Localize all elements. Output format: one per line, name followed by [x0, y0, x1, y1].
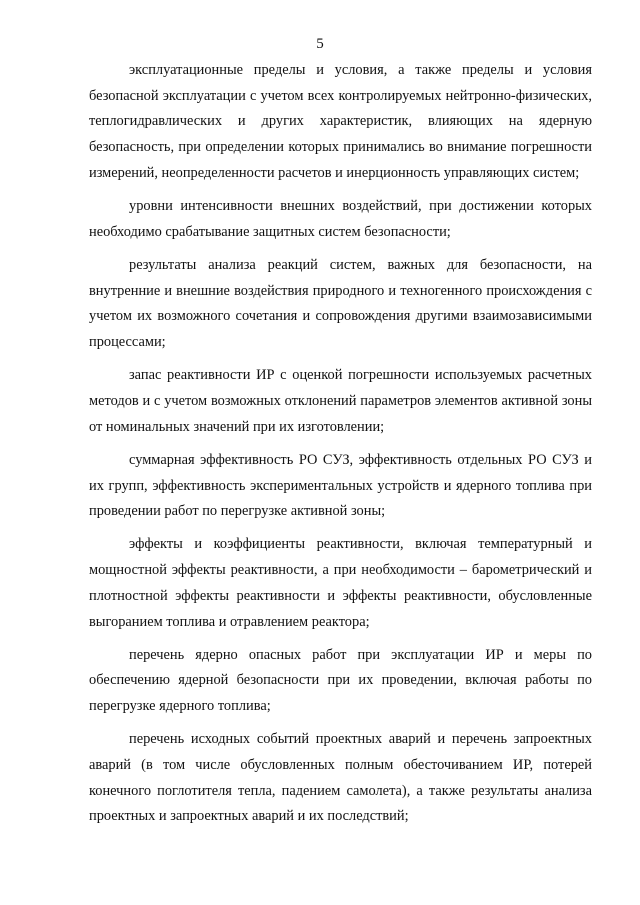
- paragraph-reactivity-margin: запас реактивности ИР с оценкой погрешности используемых расчетных методов и с учетом возможных отклонений параметров элементов активной зоны от номинальных значений при их изготовлении;: [89, 367, 592, 435]
- document-body: [89, 58, 592, 838]
- page-number: 5: [316, 36, 324, 52]
- paragraph-accident-initiating-events: перечень исходных событий проектных аварий и перечень запроектных аварий (в том числе обусловленных полным обесточиванием ИР, потерей конечного поглотителя тепла, падением самолета), а также результаты анализа проектных и запроектных аварий и их последствий;: [89, 731, 592, 825]
- paragraph-system-response-analysis: результаты анализа реакций систем, важных для безопасности, на внутренние и внешние воздействия природного и техногенного происхождения с учетом их возможного сочетания и сопровождения другими взаимозависимыми процессами;: [89, 256, 592, 351]
- paragraph-control-rod-efficiency: суммарная эффективность РО СУЗ, эффективность отдельных РО СУЗ и их групп, эффективность экспериментальных устройств и ядерного топлива при проведении работ по перегрузке активной зоны;: [89, 451, 592, 520]
- paragraph-nuclear-hazardous-work: перечень ядерно опасных работ при эксплуатации ИР и меры по обеспечению ядерной безопасности при их проведении, включая работы по перегрузке ядерного топлива;: [89, 646, 592, 715]
- paragraph-operational-limits: эксплуатационные пределы и условия, а также пределы и условия безопасной эксплуатации с учетом всех контролируемых нейтронно-физических, теплогидравлических и других характеристик, влияющих на ядерную безопасность, при определении которых принимались во внимание погрешности измерений, неопределенности расчетов и инерционность управляющих систем;: [89, 62, 592, 181]
- paragraph-external-impacts: уровни интенсивности внешних воздействий, при достижении которых необходимо срабатывание защитных систем безопасности;: [89, 198, 592, 240]
- paragraph-reactivity-effects: эффекты и коэффициенты реактивности, включая температурный и мощностной эффекты реактивности, а при необходимости – барометрический и плотностной эффекты реактивности и эффекты реактивности, обусловленные выгоранием топлива и отравлением реактора;: [89, 536, 592, 630]
